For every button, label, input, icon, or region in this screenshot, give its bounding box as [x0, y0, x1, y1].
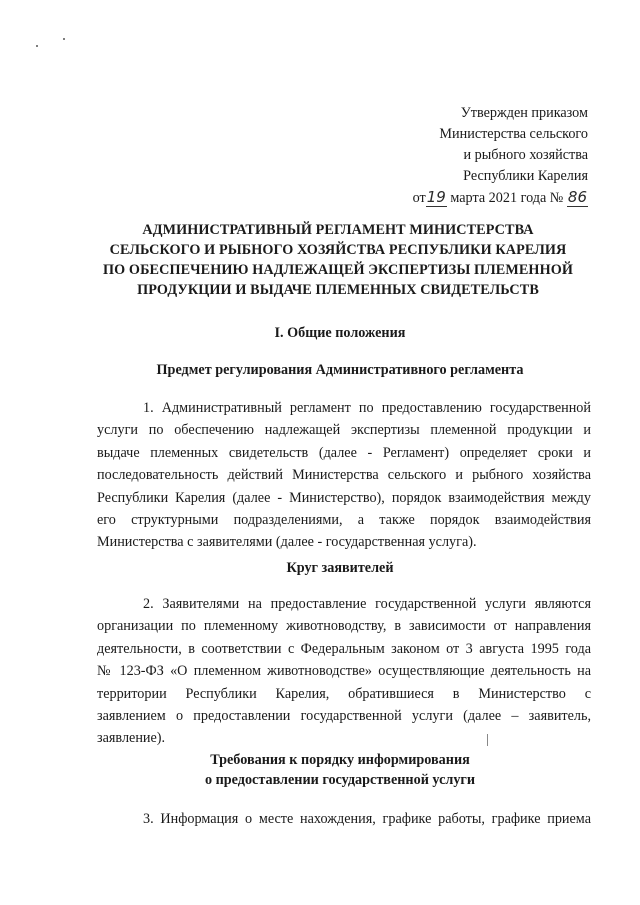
paragraph-1 [97, 397, 591, 554]
handwritten-number: 86 [567, 188, 587, 206]
approval-line: и рыбного хозяйства [463, 147, 588, 163]
subsection-heading-text: Предмет регулирования Административного регламента [156, 362, 524, 378]
approval-date-line [413, 187, 588, 209]
approval-line: Республики Карелия [463, 168, 588, 184]
paragraph-line: Республики Карелия (далее - Министерство), порядок взаимодействия между [97, 489, 591, 506]
scan-speck [63, 38, 65, 40]
title-line: АДМИНИСТРАТИВНЫЙ РЕГЛАМЕНТ МИНИСТЕРСТВА [142, 222, 534, 238]
paragraph-2 [97, 593, 591, 750]
title-line: СЕЛЬСКОГО И РЫБНОГО ХОЗЯЙСТВА РЕСПУБЛИКИ КАРЕЛИЯ [109, 242, 567, 258]
subsection-heading [80, 360, 600, 380]
date-middle: марта 2021 года № [450, 190, 564, 206]
approval-line: Утвержден приказом [460, 105, 588, 121]
date-prefix: от [412, 190, 426, 206]
paragraph-line: организации по племенному животноводству, в зависимости от направления [97, 618, 591, 635]
scan-mark [487, 734, 488, 746]
subsection-heading [80, 750, 600, 790]
paragraph-line: последовательность действий Министерства сельского и рыбного хозяйства [97, 467, 591, 484]
section-heading-text: I. Общие положения [274, 325, 406, 341]
approval-block [413, 103, 588, 209]
title-line: ПРОДУКЦИИ И ВЫДАЧЕ ПЛЕМЕННЫХ СВИДЕТЕЛЬСТВ [137, 282, 539, 298]
paragraph-line: № 123-ФЗ «О племенном животноводстве» осуществляющие деятельность на [97, 663, 591, 680]
approval-line: Министерства сельского [439, 126, 588, 142]
title-line: ПО ОБЕСПЕЧЕНИЮ НАДЛЕЖАЩЕЙ ЭКСПЕРТИЗЫ ПЛЕМЕННОЙ [103, 262, 573, 278]
paragraph-line: Министерства с заявителями (далее - государственная услуга). [97, 534, 477, 551]
subsection-heading-text: Требования к порядку информирования [210, 752, 470, 768]
document-title [96, 220, 580, 300]
paragraph-line: выдаче племенных свидетельств (далее - Регламент) определяет сроки и [97, 444, 591, 461]
paragraph-line: деятельности, в соответствии с Федеральным законом от 3 августа 1995 года [97, 640, 591, 657]
paragraph-line: 1. Административный регламент по предоставлению государственной [143, 400, 591, 416]
paragraph-line: услуги по обеспечению надлежащей экспертизы племенной продукции и [97, 422, 591, 439]
paragraph-line: территории Республики Карелия, обратившиеся в Министерство с [97, 685, 591, 702]
subsection-heading-text: Круг заявителей [286, 560, 394, 576]
section-heading [80, 323, 600, 343]
paragraph-3 [97, 808, 591, 830]
paragraph-line: 3. Информация о месте нахождения, графике работы, графике приема [143, 811, 591, 827]
paragraph-line: заявлением о предоставлении государственной услуги (далее – заявитель, [97, 708, 591, 725]
scan-speck [36, 45, 38, 47]
paragraph-line: его структурными подразделениями, а также порядок взаимодействия [97, 512, 591, 529]
paragraph-line: 2. Заявителями на предоставление государственной услуги являются [143, 596, 591, 612]
subsection-heading-text: о предоставлении государственной услуги [204, 772, 476, 788]
subsection-heading [80, 558, 600, 578]
handwritten-day: 19 [426, 188, 446, 206]
paragraph-line: заявление). [97, 730, 166, 747]
